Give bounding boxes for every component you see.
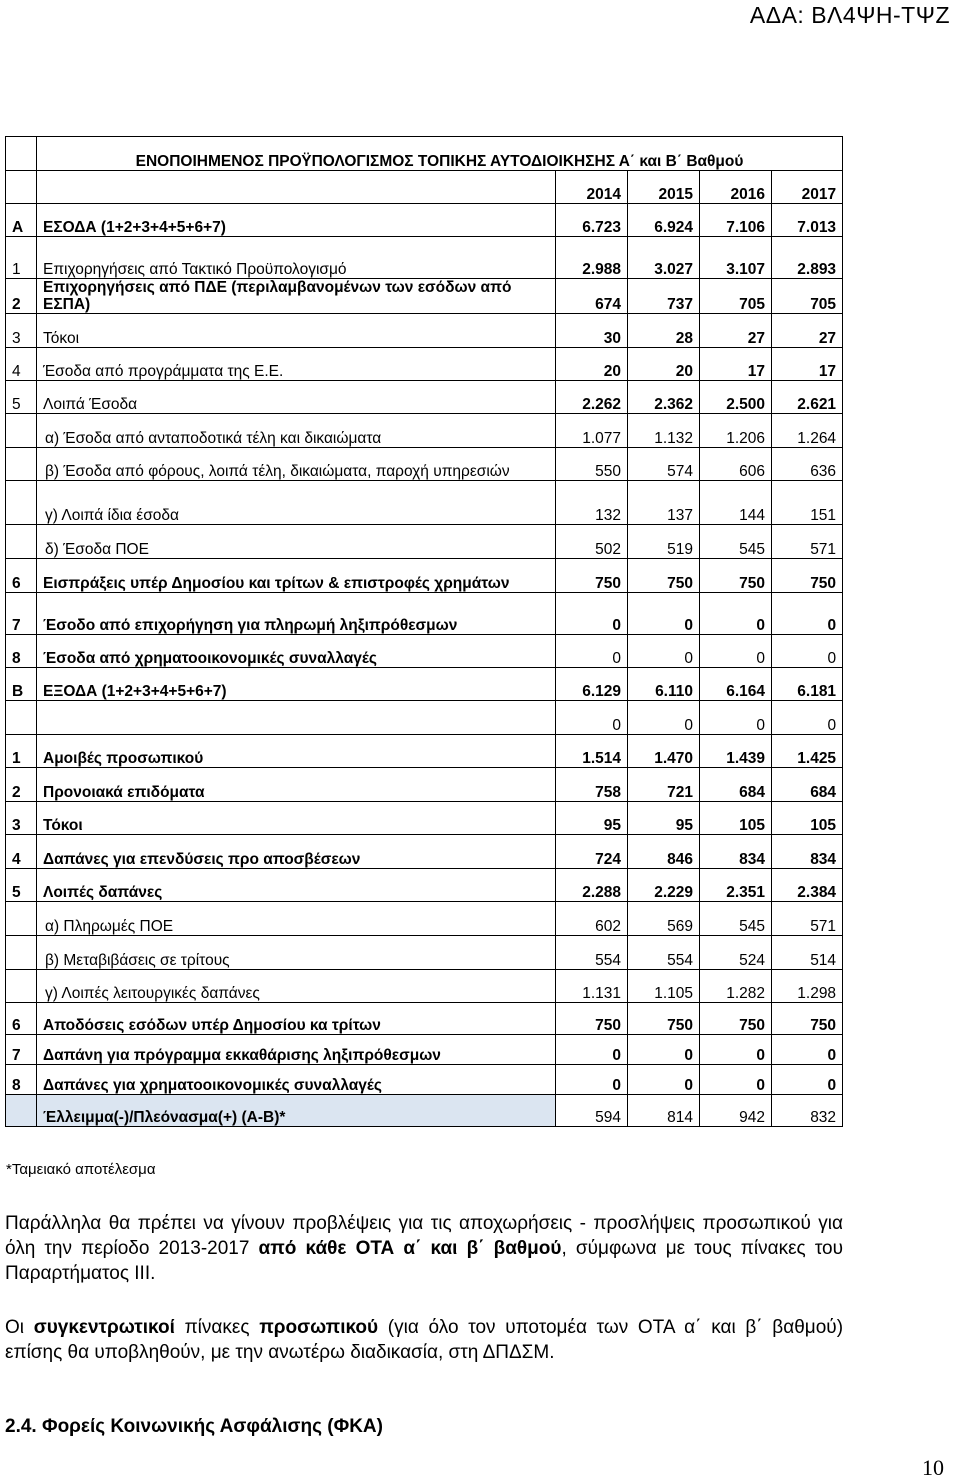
- table-row-index: 4: [6, 348, 37, 381]
- table-cell-value: 554: [556, 936, 628, 970]
- table-row-index: 7: [6, 593, 37, 635]
- table-cell-value: 1.514: [556, 735, 628, 768]
- year-header: 2014: [556, 171, 628, 204]
- table-cell-value: 1.131: [556, 970, 628, 1003]
- table-row-index: [6, 701, 37, 735]
- table-cell-value: 550: [556, 448, 628, 481]
- table-row: [6, 381, 843, 414]
- table-cell-value: 814: [628, 1095, 700, 1127]
- table-row-index: 6: [6, 1003, 37, 1035]
- table-cell-value: 705: [700, 279, 772, 314]
- table-row-label: Τόκοι: [37, 802, 556, 835]
- table-row-index: 7: [6, 1035, 37, 1065]
- table-row-index: [6, 137, 37, 171]
- table-cell-value: 0: [700, 701, 772, 735]
- table-cell-value: 574: [628, 448, 700, 481]
- table-row: [6, 204, 843, 237]
- table-row-index: 4: [6, 835, 37, 869]
- paragraph-bold-text: συγκεντρωτικοί: [33, 1317, 175, 1338]
- table-cell-value: 724: [556, 835, 628, 869]
- table-cell-value: 1.470: [628, 735, 700, 768]
- table-cell-value: 750: [556, 1003, 628, 1035]
- table-cell-value: 105: [772, 802, 843, 835]
- table-cell-value: 0: [628, 593, 700, 635]
- table-cell-value: 2.621: [772, 381, 843, 414]
- table-row: [6, 735, 843, 768]
- table-row-label: Έλλειμμα(-)/Πλεόνασμα(+) (Α-Β)*: [37, 1095, 556, 1127]
- table-cell-value: 105: [700, 802, 772, 835]
- table-row-index: Β: [6, 668, 37, 701]
- table-cell-value: 137: [628, 481, 700, 525]
- table-cell-value: 737: [628, 279, 700, 314]
- table-cell-value: 7.106: [700, 204, 772, 237]
- table-cell-value: 684: [772, 768, 843, 802]
- year-header: 2017: [772, 171, 843, 204]
- table-row-label: β) Έσοδα από φόρους, λοιπά τέλη, δικαιώματα, παροχή υπηρεσιών: [37, 448, 556, 481]
- table-row-label: γ) Λοιπές λειτουργικές δαπάνες: [37, 970, 556, 1003]
- table-row: [6, 525, 843, 559]
- table-cell-value: 750: [772, 559, 843, 593]
- table-cell-value: 0: [556, 701, 628, 735]
- table-row-label: Δαπάνες για επενδύσεις προ αποσβέσεων: [37, 835, 556, 869]
- table-cell-value: 2.362: [628, 381, 700, 414]
- table-cell-value: 0: [772, 701, 843, 735]
- table-cell-value: 1.132: [628, 414, 700, 448]
- table-cell-value: 846: [628, 835, 700, 869]
- table-cell-value: 606: [700, 448, 772, 481]
- table-row-label: [37, 171, 556, 204]
- table-cell-value: 594: [556, 1095, 628, 1127]
- table-row-label: Έσοδα από προγράμματα της Ε.Ε.: [37, 348, 556, 381]
- paragraph-text: πίνακες: [174, 1317, 260, 1338]
- table-cell-value: 1.439: [700, 735, 772, 768]
- table-row-label: Προνοιακά επιδόματα: [37, 768, 556, 802]
- table-row-label: Εισπράξεις υπέρ Δημοσίου και τρίτων & επιστροφές χρημάτων: [37, 559, 556, 593]
- table-cell-value: 0: [700, 1035, 772, 1065]
- table-row: [6, 448, 843, 481]
- table-cell-value: 0: [772, 635, 843, 668]
- table-cell-value: 602: [556, 902, 628, 936]
- table-cell-value: 17: [700, 348, 772, 381]
- table-cell-value: 27: [772, 314, 843, 348]
- table-row-index: [6, 448, 37, 481]
- paragraph-provisions: [5, 1211, 843, 1286]
- year-header: 2016: [700, 171, 772, 204]
- table-cell-value: 684: [700, 768, 772, 802]
- table-cell-value: 750: [700, 1003, 772, 1035]
- table-cell-value: 1.264: [772, 414, 843, 448]
- table-cell-value: 0: [556, 1065, 628, 1095]
- table-row-label: Επιχορηγήσεις από Τακτικό Προϋπολογισμό: [37, 237, 556, 279]
- table-cell-value: 571: [772, 525, 843, 559]
- table-cell-value: 1.282: [700, 970, 772, 1003]
- table-row: [6, 902, 843, 936]
- table-row: [6, 869, 843, 902]
- table-row-index: Α: [6, 204, 37, 237]
- table-row-index: 8: [6, 1065, 37, 1095]
- table-cell-value: 1.425: [772, 735, 843, 768]
- table-row-label: α) Έσοδα από ανταποδοτικά τέλη και δικαιώματα: [37, 414, 556, 448]
- table-cell-value: 0: [700, 1065, 772, 1095]
- table-cell-value: 6.129: [556, 668, 628, 701]
- ada-code: ΑΔΑ: ΒΛ4ΨΗ-ΤΨΖ: [749, 2, 950, 28]
- table-cell-value: 2.988: [556, 237, 628, 279]
- paragraph-bold-text: από κάθε ΟΤΑ α΄ και β΄ βαθμού: [258, 1238, 562, 1259]
- table-row: [6, 314, 843, 348]
- table-row: [6, 481, 843, 525]
- table-row: [6, 559, 843, 593]
- table-title: ΕΝΟΠΟΙΗΜΕΝΟΣ ΠΡΟΫΠΟΛΟΓΙΣΜΟΣ ΤΟΠΙΚΗΣ ΑΥΤΟΔΙΟΙΚΗΣΗΣ Α΄ και Β΄ Βαθμού: [37, 137, 843, 171]
- table-cell-value: 0: [772, 1035, 843, 1065]
- table-cell-value: 832: [772, 1095, 843, 1127]
- table-row: [6, 802, 843, 835]
- table-row: [6, 768, 843, 802]
- table-row: [6, 1065, 843, 1095]
- table-row-label: β) Μεταβιβάσεις σε τρίτους: [37, 936, 556, 970]
- table-row-index: [6, 414, 37, 448]
- table-cell-value: 750: [628, 1003, 700, 1035]
- table-cell-value: 750: [772, 1003, 843, 1035]
- table-row: [6, 593, 843, 635]
- table-row-label: Έσοδα από χρηματοοικονομικές συναλλαγές: [37, 635, 556, 668]
- table-cell-value: 0: [772, 593, 843, 635]
- table-cell-value: 3.027: [628, 237, 700, 279]
- table-cell-value: 6.110: [628, 668, 700, 701]
- table-row-index: [6, 970, 37, 1003]
- table-cell-value: 95: [556, 802, 628, 835]
- table-row-label: Λοιπές δαπάνες: [37, 869, 556, 902]
- table-cell-value: 20: [628, 348, 700, 381]
- table-cell-value: 2.288: [556, 869, 628, 902]
- table-row-label: Τόκοι: [37, 314, 556, 348]
- table-row: [6, 348, 843, 381]
- table-cell-value: 0: [700, 593, 772, 635]
- table-cell-value: 0: [556, 593, 628, 635]
- table-row: [6, 1035, 843, 1065]
- table-row-index: 3: [6, 802, 37, 835]
- table-cell-value: 750: [628, 559, 700, 593]
- table-row-index: [6, 1095, 37, 1127]
- table-cell-value: 674: [556, 279, 628, 314]
- table-cell-value: 1.206: [700, 414, 772, 448]
- paragraph-text: (για όλο τον υποτομέα των ΟΤΑ α΄ και β΄ βαθμού) επίσης θα υποβληθούν, με την ανωτέρω διαδικασία, στη ΔΠΔΣΜ.: [5, 1317, 844, 1363]
- table-row-label: ΕΣΟΔΑ (1+2+3+4+5+6+7): [37, 204, 556, 237]
- table-row-index: 8: [6, 635, 37, 668]
- table-cell-value: 834: [700, 835, 772, 869]
- table-cell-value: 2.229: [628, 869, 700, 902]
- table-row: [6, 279, 843, 314]
- table-row-index: 2: [6, 768, 37, 802]
- table-row: [6, 237, 843, 279]
- table-cell-value: 132: [556, 481, 628, 525]
- table-cell-value: 1.298: [772, 970, 843, 1003]
- table-row: [6, 701, 843, 735]
- paragraph-text: , σύμφωνα με τους πίνακες του Παραρτήματος ΙΙΙ.: [5, 1238, 844, 1284]
- table-cell-value: 144: [700, 481, 772, 525]
- table-row-index: [6, 902, 37, 936]
- table-row: [6, 1095, 843, 1127]
- table-cell-value: 502: [556, 525, 628, 559]
- table-row: [6, 668, 843, 701]
- table-cell-value: 6.924: [628, 204, 700, 237]
- table-cell-value: 3.107: [700, 237, 772, 279]
- table-row-index: [6, 936, 37, 970]
- table-row-label: Λοιπά Έσοδα: [37, 381, 556, 414]
- table-cell-value: 636: [772, 448, 843, 481]
- table-cell-value: 0: [700, 635, 772, 668]
- table-cell-value: 545: [700, 525, 772, 559]
- table-cell-value: 750: [556, 559, 628, 593]
- paragraph-text: Οι: [5, 1317, 34, 1338]
- paragraph-bold-text: προσωπικού: [259, 1317, 379, 1338]
- table-row: [6, 635, 843, 668]
- paragraph-text: Παράλληλα θα πρέπει να γίνουν προβλέψεις για τις αποχωρήσεις - προσλήψεις προσωπικού για όλη την περίοδο 2013-2017: [5, 1213, 843, 1259]
- table-row-label: Αποδόσεις εσόδων υπέρ Δημοσίου κα τρίτων: [37, 1003, 556, 1035]
- table-cell-value: 0: [628, 635, 700, 668]
- table-cell-value: 705: [772, 279, 843, 314]
- table-cell-value: 151: [772, 481, 843, 525]
- table-row-label: Έσοδο από επιχορήγηση για πληρωμή ληξιπρόθεσμων: [37, 593, 556, 635]
- section-heading: 2.4. Φορείς Κοινωνικής Ασφάλισης (ΦΚΑ): [5, 1416, 383, 1437]
- table-row-label: [37, 701, 556, 735]
- page-number: 10: [922, 1455, 944, 1480]
- table-title-row: [6, 137, 843, 171]
- table-cell-value: 834: [772, 835, 843, 869]
- table-cell-value: 758: [556, 768, 628, 802]
- table-cell-value: 6.164: [700, 668, 772, 701]
- table-cell-value: 514: [772, 936, 843, 970]
- table-cell-value: 0: [628, 1035, 700, 1065]
- table-row-label: γ) Λοιπά ίδια έσοδα: [37, 481, 556, 525]
- table-row-index: 2: [6, 279, 37, 314]
- table-cell-value: 28: [628, 314, 700, 348]
- table-cell-value: 0: [556, 1035, 628, 1065]
- table-row-label: α) Πληρωμές ΠΟΕ: [37, 902, 556, 936]
- table-cell-value: 2.893: [772, 237, 843, 279]
- table-row: [6, 835, 843, 869]
- table-row-label: δ) Έσοδα ΠΟΕ: [37, 525, 556, 559]
- table-row-index: 1: [6, 237, 37, 279]
- table-cell-value: 2.384: [772, 869, 843, 902]
- table-row-index: 5: [6, 381, 37, 414]
- table-cell-value: 95: [628, 802, 700, 835]
- table-cell-value: 2.351: [700, 869, 772, 902]
- table-row-label: Αμοιβές προσωπικού: [37, 735, 556, 768]
- table-row: [6, 970, 843, 1003]
- table-cell-value: 721: [628, 768, 700, 802]
- table-cell-value: 17: [772, 348, 843, 381]
- table-cell-value: 569: [628, 902, 700, 936]
- table-row-label: Δαπάνες για χρηματοοικονομικές συναλλαγές: [37, 1065, 556, 1095]
- year-header: 2015: [628, 171, 700, 204]
- table-cell-value: 0: [628, 1065, 700, 1095]
- table-cell-value: 0: [772, 1065, 843, 1095]
- table-cell-value: 2.500: [700, 381, 772, 414]
- table-cell-value: 20: [556, 348, 628, 381]
- table-cell-value: 1.105: [628, 970, 700, 1003]
- table-cell-value: 750: [700, 559, 772, 593]
- table-cell-value: 571: [772, 902, 843, 936]
- table-cell-value: 6.723: [556, 204, 628, 237]
- table-cell-value: 2.262: [556, 381, 628, 414]
- table-cell-value: 30: [556, 314, 628, 348]
- budget-table: [5, 136, 843, 1127]
- table-cell-value: 545: [700, 902, 772, 936]
- table-cell-value: 6.181: [772, 668, 843, 701]
- table-cell-value: 524: [700, 936, 772, 970]
- table-row-index: 3: [6, 314, 37, 348]
- table-cell-value: 0: [628, 701, 700, 735]
- footnote: *Ταμειακό αποτέλεσμα: [6, 1161, 156, 1178]
- paragraph-aggregate-tables: [5, 1315, 843, 1365]
- years-row: [6, 171, 843, 204]
- table-row-label: Επιχορηγήσεις από ΠΔΕ (περιλαμβανομένων των εσόδων από ΕΣΠΑ): [37, 279, 556, 314]
- table-row: [6, 1003, 843, 1035]
- table-row-index: 6: [6, 559, 37, 593]
- table-row-index: [6, 481, 37, 525]
- table-cell-value: 942: [700, 1095, 772, 1127]
- table-cell-value: 519: [628, 525, 700, 559]
- table-row-index: 5: [6, 869, 37, 902]
- table-cell-value: 554: [628, 936, 700, 970]
- table-cell-value: 1.077: [556, 414, 628, 448]
- table-row-index: 1: [6, 735, 37, 768]
- table-row-index: [6, 525, 37, 559]
- table-row: [6, 414, 843, 448]
- table-row-index: [6, 171, 37, 204]
- table-cell-value: 27: [700, 314, 772, 348]
- table-row-label: ΕΞΟΔΑ (1+2+3+4+5+6+7): [37, 668, 556, 701]
- table-cell-value: 0: [556, 635, 628, 668]
- table-cell-value: 7.013: [772, 204, 843, 237]
- table-row: [6, 936, 843, 970]
- budget-table-body: [6, 137, 843, 1127]
- table-row-label: Δαπάνη για πρόγραμμα εκκαθάρισης ληξιπρόθεσμων: [37, 1035, 556, 1065]
